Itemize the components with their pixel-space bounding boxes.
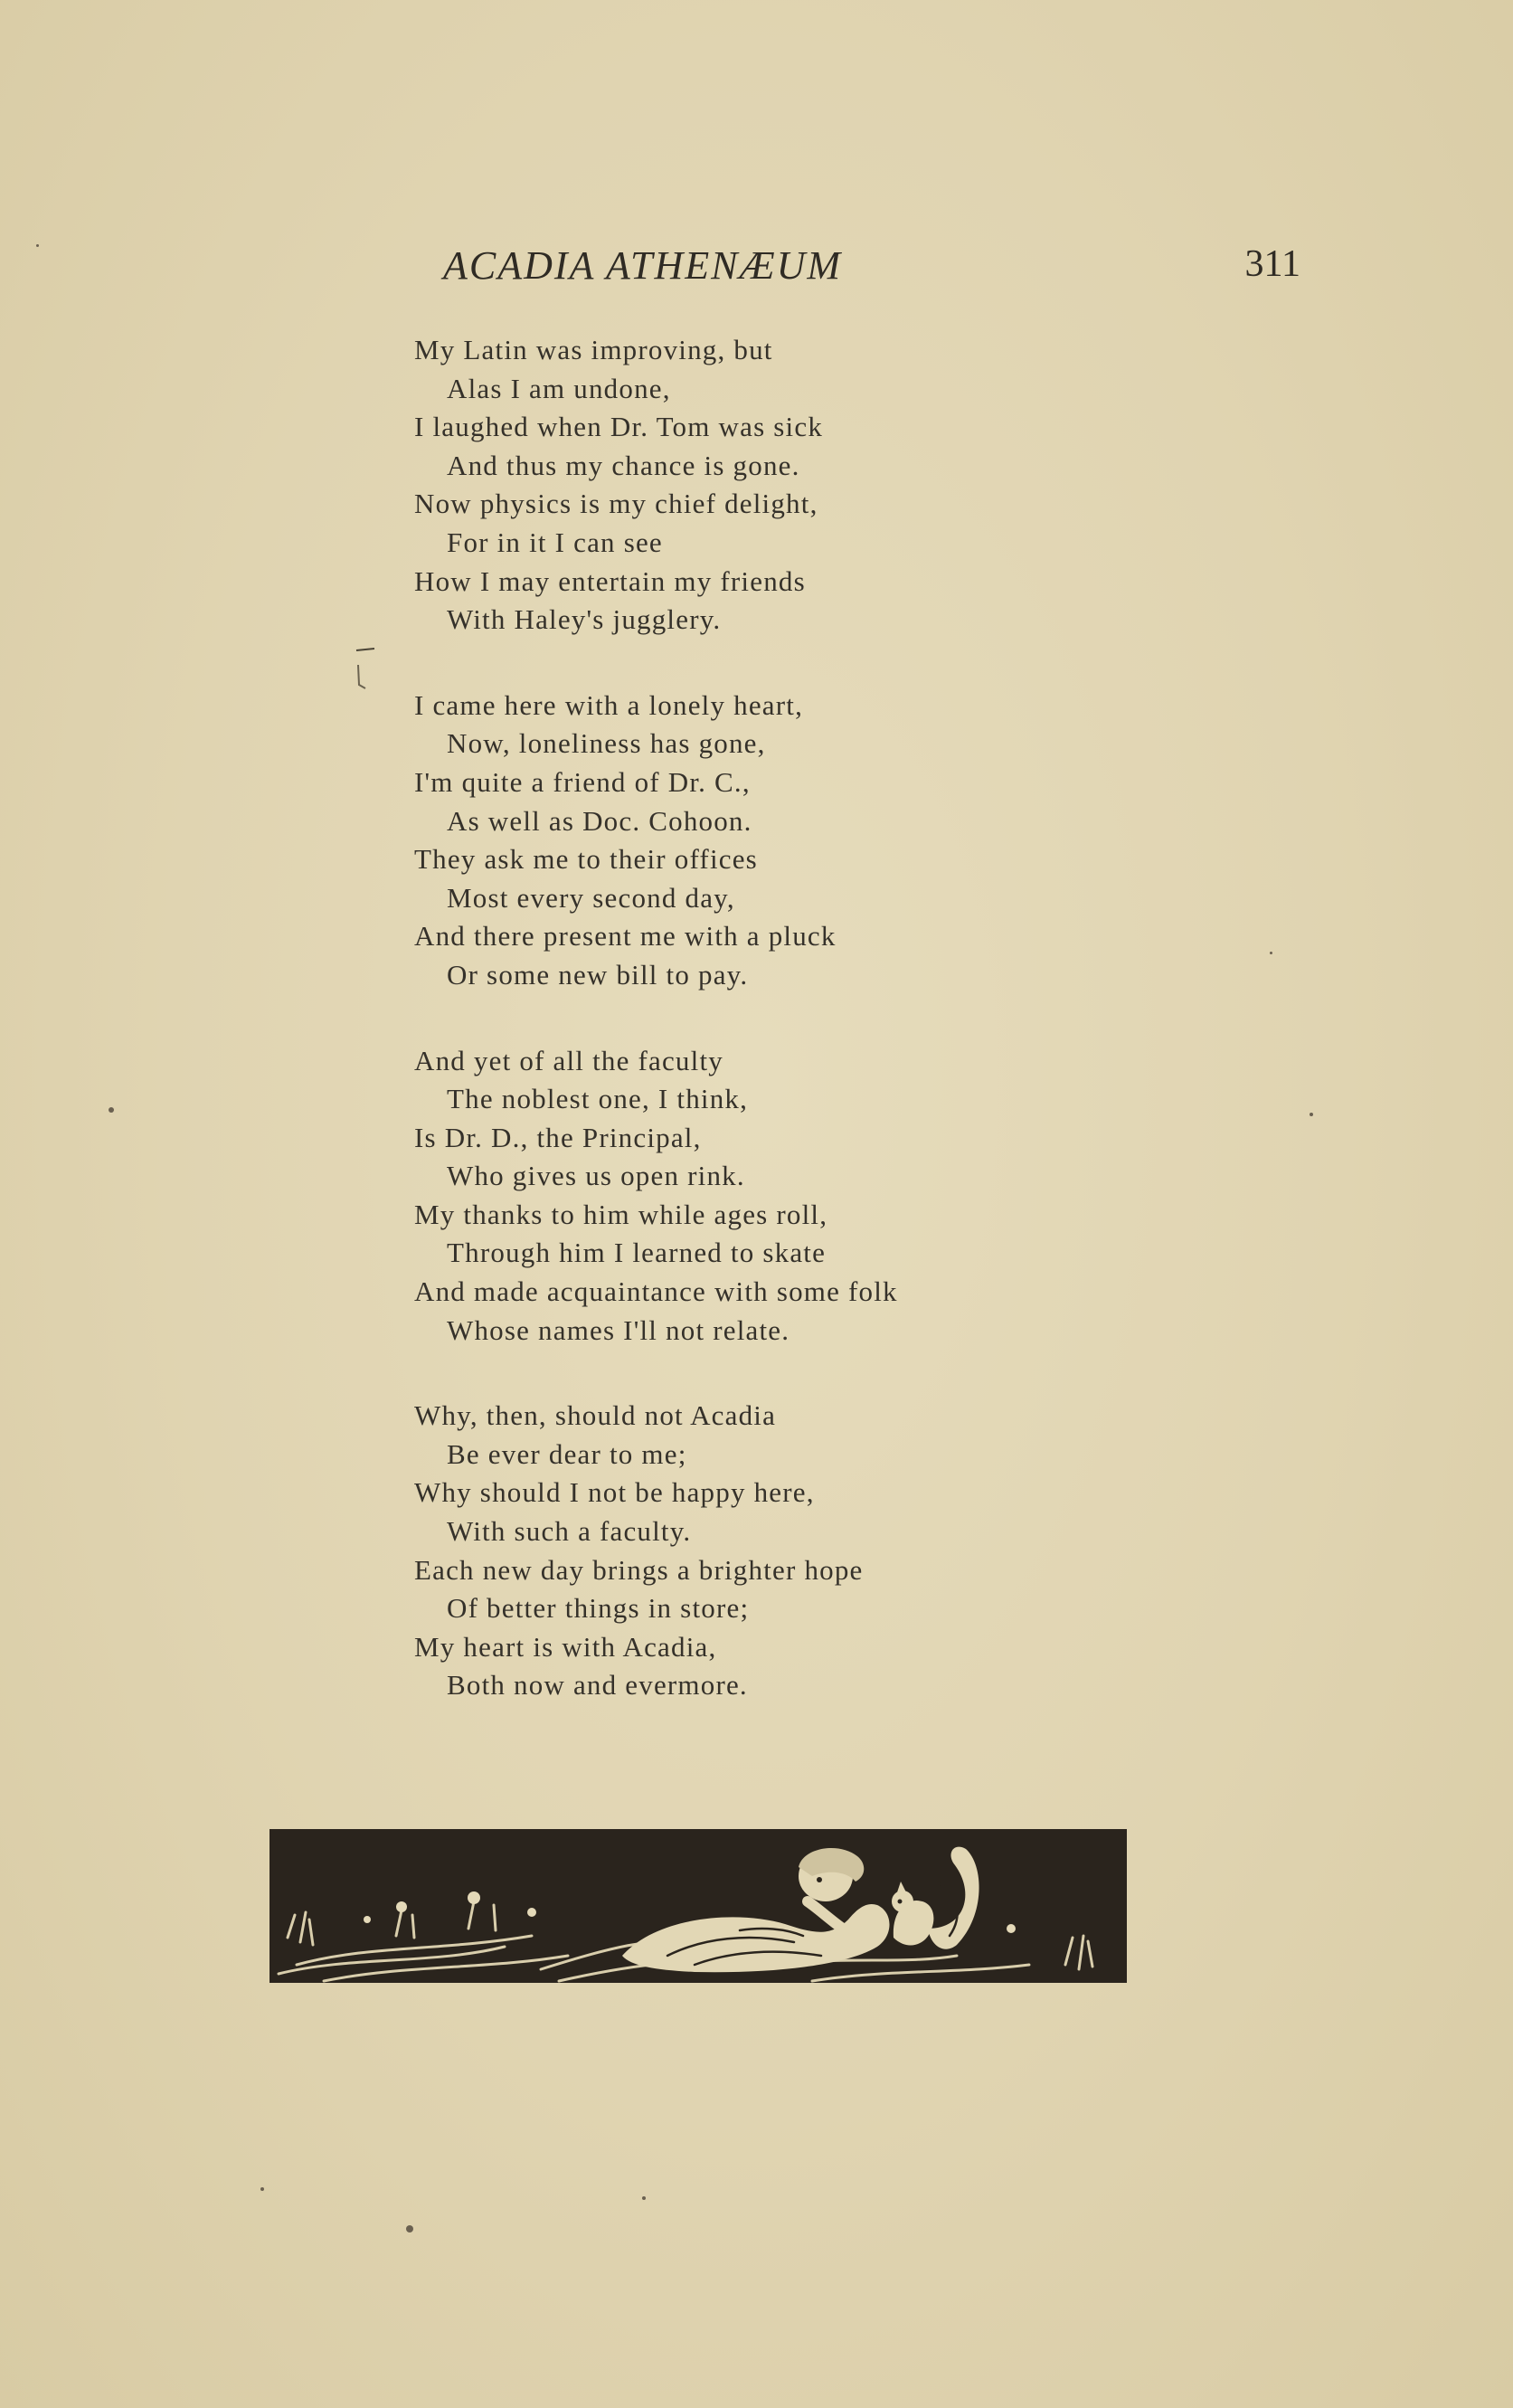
poem-line: Alas I am undone, — [447, 372, 671, 404]
paper-speck — [1310, 1113, 1313, 1116]
poem-line: Most every second day, — [447, 881, 735, 914]
poem-line: And made acquaintance with some folk — [414, 1275, 898, 1308]
poem-line: They ask me to their offices — [414, 843, 758, 876]
poem-line: Be ever dear to me; — [447, 1437, 687, 1470]
poem-line: I'm quite a friend of Dr. C., — [414, 765, 751, 798]
poem-line: I laughed when Dr. Tom was sick — [414, 411, 824, 443]
poem-line: Or some new bill to pay. — [447, 958, 749, 991]
poem-line: Who gives us open rink. — [447, 1160, 745, 1192]
poem-line: Both now and evermore. — [447, 1669, 748, 1702]
page-number: 311 — [1244, 243, 1300, 285]
stanza-3 — [414, 1042, 1138, 1351]
poem-line: My thanks to him while ages roll, — [414, 1198, 828, 1230]
stanza-4 — [414, 1397, 1138, 1705]
paper-speck — [260, 2187, 264, 2191]
stanza-1 — [414, 331, 1138, 640]
running-head — [443, 242, 1311, 297]
poem-line: Why, then, should not Acadia — [414, 1399, 777, 1432]
poem-line: I came here with a lonely heart, — [414, 688, 804, 721]
poem-line: Now physics is my chief delight, — [414, 488, 818, 520]
poem-line: For in it I can see — [447, 526, 663, 558]
poem-line: The noblest one, I think, — [447, 1083, 749, 1115]
margin-pencil-mark-icon — [355, 647, 382, 692]
journal-title: ACADIA ATHENÆUM — [443, 243, 843, 288]
poem-line: And yet of all the faculty — [414, 1044, 723, 1076]
poem-line: Through him I learned to skate — [447, 1237, 827, 1269]
poem-line: And there present me with a pluck — [414, 920, 837, 953]
woodcut-tailpiece-icon — [270, 1829, 1127, 1983]
poem-line: With Haley's jugglery. — [447, 603, 722, 636]
paper-speck — [642, 2196, 646, 2200]
poem-line: Now, loneliness has gone, — [447, 727, 766, 760]
poem-line: My Latin was improving, but — [414, 334, 773, 365]
poem-line: As well as Doc. Cohoon. — [447, 804, 752, 837]
poem-line: Each new day brings a brighter hope — [414, 1553, 864, 1586]
poem-line: Is Dr. D., the Principal, — [414, 1121, 702, 1153]
poem-line: Whose names I'll not relate. — [447, 1313, 790, 1346]
poem-line: With such a faculty. — [447, 1515, 692, 1548]
poem-line: How I may entertain my friends — [414, 564, 806, 597]
stanza-2 — [414, 687, 1138, 995]
poem-line: Why should I not be happy here, — [414, 1476, 815, 1509]
paper-speck — [1270, 952, 1272, 954]
paper-speck — [109, 1107, 114, 1113]
poem-line: Of better things in store; — [447, 1592, 750, 1625]
paper-speck — [36, 244, 39, 247]
poem-line: My heart is with Acadia, — [414, 1630, 717, 1663]
poem — [414, 331, 1138, 1752]
poem-line: And thus my chance is gone. — [447, 449, 800, 481]
paper-speck — [406, 2225, 413, 2233]
